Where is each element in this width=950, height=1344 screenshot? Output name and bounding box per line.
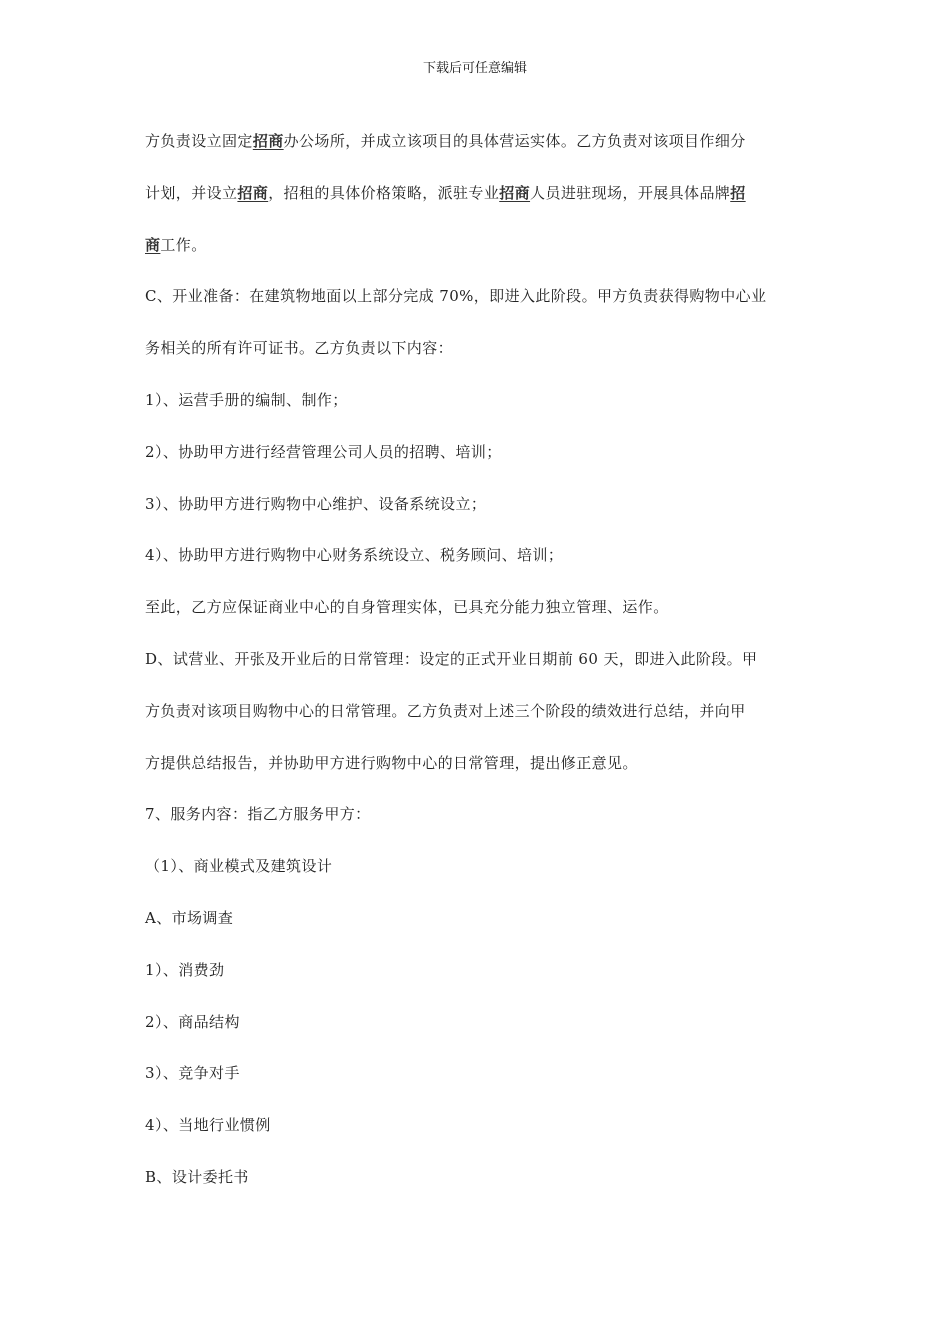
text-line: [145, 803, 805, 825]
keyword-link[interactable]: 招商: [237, 183, 269, 202]
text-segment: 1）、运营手册的编制、制作；: [145, 391, 348, 409]
text-segment: 至此，乙方应保证商业中心的自身管理实体，已具充分能力独立管理、运作。: [145, 598, 669, 617]
text-line: [145, 285, 805, 307]
text-line: [145, 1011, 805, 1033]
text-segment: A、市场调查: [145, 909, 234, 927]
text-segment: 2）、协助甲方进行经营管理公司人员的招聘、培训；: [145, 442, 502, 461]
text-segment: 2）、商品结构: [145, 1012, 240, 1031]
text-segment: 方负责设立固定: [145, 132, 253, 150]
text-segment: 4）、协助甲方进行购物中心财务系统设立、税务顾问、培训；: [145, 546, 564, 565]
keyword-link[interactable]: 招: [730, 183, 746, 202]
page-header: 下载后可任意编辑: [422, 61, 527, 76]
text-line: [145, 182, 805, 204]
text-segment: （1）、商业模式及建筑设计: [145, 857, 333, 876]
text-line: [145, 700, 805, 722]
text-line: [145, 389, 805, 411]
text-segment: 办公场所，并成立该项目的具体营运实体。乙方负责对该项目作细分: [283, 132, 746, 150]
text-segment: 方提供总结报告，并协助甲方进行购物中心的日常管理，提出修正意见。: [145, 753, 638, 772]
keyword-link[interactable]: 招商: [499, 183, 531, 202]
text-line: [145, 752, 805, 774]
text-segment: 7、服务内容：指乙方服务甲方：: [145, 805, 371, 824]
text-line: [145, 337, 805, 359]
text-line: [145, 1114, 805, 1136]
text-segment: 1）、消费劲: [145, 960, 225, 979]
text-line: [145, 544, 805, 566]
keyword-link[interactable]: 商: [145, 235, 161, 254]
text-segment: 人员进驻现场，开展具体品牌: [530, 183, 731, 202]
text-segment: 方负责对该项目购物中心的日常管理。乙方负责对上述三个阶段的绩效进行总结，并向甲: [145, 701, 746, 720]
keyword-link[interactable]: 招商: [252, 132, 284, 150]
text-segment: 3）、竞争对手: [145, 1064, 240, 1083]
text-segment: 计划，并设立: [145, 183, 238, 202]
text-segment: D、试营业、开张及开业后的日常管理：设定的正式开业日期前 60 天，即进入此阶段。甲: [145, 650, 758, 668]
text-line: [145, 493, 805, 515]
text-line: [145, 959, 805, 981]
text-segment: 务相关的所有许可证书。乙方负责以下内容：: [145, 339, 454, 358]
text-line: [145, 596, 805, 618]
text-line: [145, 441, 805, 463]
text-line: [145, 1166, 805, 1188]
text-line: [145, 648, 805, 670]
text-line: [145, 855, 805, 877]
text-segment: 4）、当地行业惯例: [145, 1116, 271, 1135]
text-line: [145, 907, 805, 929]
text-segment: B、设计委托书: [145, 1168, 249, 1186]
text-segment: 工作。: [160, 235, 207, 254]
text-segment: C、开业准备：在建筑物地面以上部分完成 70%，即进入此阶段。甲方负责获得购物中心业: [145, 287, 767, 306]
text-segment: ，招租的具体价格策略，派驻专业: [268, 183, 500, 202]
text-line: [145, 1062, 805, 1084]
text-line: [145, 130, 805, 152]
text-segment: 3）、协助甲方进行购物中心维护、设备系统设立；: [145, 494, 487, 513]
text-line: [145, 234, 805, 256]
